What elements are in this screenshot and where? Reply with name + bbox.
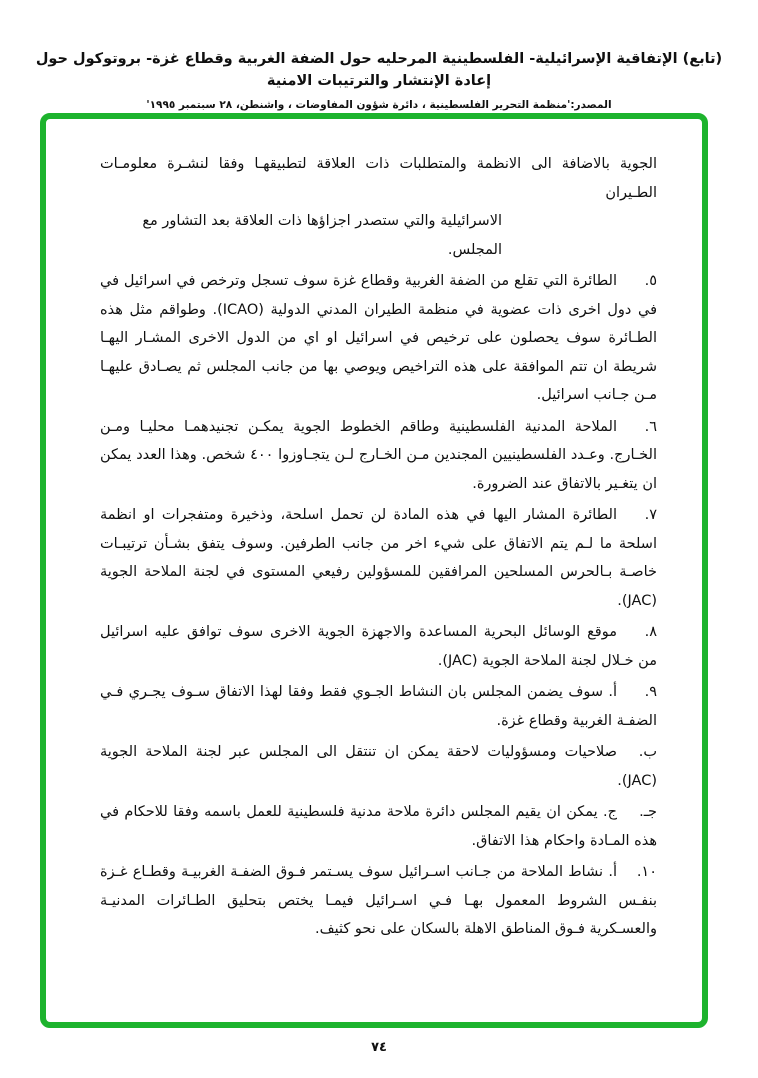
list-item-9a-text: أ. سوف يضمن المجلس بان النشاط الجـوي فقط وفقا لهذا الاتفاق سـوف يجـري فـي الضفـة الغربية وقطاع غزة. — [100, 684, 657, 729]
list-item-7 — [100, 501, 657, 615]
document-body — [100, 150, 657, 944]
list-item-7-marker: ٧. — [644, 507, 657, 523]
intro-line-1: الجوية بالاضافة الى الانظمة والمتطلبات ذات العلاقة لتطبيقهـا وفقا لنشـرة معلومـات الطـيران — [100, 156, 657, 201]
intro-line-2: الاسرائيلية والتي ستصدر اجزاؤها ذات العلاقة بعد التشاور مع المجلس. — [142, 213, 502, 258]
list-item-10-text: أ. نشاط الملاحة من جـانب اسـرائيل سوف يسـتمر فـوق الضفـة الغربيـة وقطـاع غـزة بنفـس الشروط المعمول بهـا فـي اسـرائيل فيمـا يختص بتحليق الطـائرات المدنيـة والعسـكرية فـوق المناطق الاهلة بالسكان على نحو كثيف. — [100, 864, 657, 937]
list-item-9b — [100, 738, 657, 795]
list-item-9c-text: ج. يمكن ان يقيم المجلس دائرة ملاحة مدنية فلسطينية للعمل باسمه وفقا للاحكام في هذه المـادة واحكام هذا الاتفاق. — [100, 804, 657, 849]
document-source: المصدر:'منظمة التحرير الفلسطينية ، دائرة شؤون المفاوضات ، واشنطن، ٢٨ سبتمبر ١٩٩٥' — [146, 99, 612, 111]
page-header — [30, 48, 728, 111]
list-item-9b-marker: ب. — [638, 744, 657, 760]
list-item-9a — [100, 678, 657, 735]
list-item-9c — [100, 798, 657, 855]
list-item-6 — [100, 413, 657, 499]
list-item-8-marker: ٨. — [644, 624, 657, 640]
list-item-5 — [100, 267, 657, 410]
list-item-9a-marker: ٩. — [644, 684, 657, 700]
list-item-8-text: موقع الوسائل البحرية المساعدة والاجهزة الجوية الاخرى سوف توافق عليه اسرائيل من خـلال لجنة الملاحة الجوية (JAC). — [100, 624, 657, 669]
list-item-10-marker: ١٠. — [636, 864, 657, 880]
list-item-8 — [100, 618, 657, 675]
list-item-9b-text: صلاحيات ومسؤوليات لاحقة يمكن ان تنتقل الى المجلس عبر لجنة الملاحة الجوية (JAC). — [100, 744, 657, 789]
list-item-6-marker: ٦. — [644, 418, 657, 435]
document-title: (تابع) الإتفاقية الإسرائيلية- الفلسطينية المرحليه حول الضفة الغربية وقطاع غزة- بروتوكول حول إعادة الإنتشار والترتيبات الامنية — [35, 51, 723, 89]
list-item-5-marker: ٥. — [644, 273, 657, 289]
list-item-9c-marker: جـ. — [639, 804, 657, 820]
intro-paragraph — [100, 150, 657, 264]
list-item-7-text: الطائرة المشار اليها في هذه المادة لن تحمل اسلحة، وذخيرة ومتفجرات او انظمة اسلحة ما لـم يتم الاتفاق على شيء اخر من جانب الطرفين. وسوف يتفق بشـأن ترتيبـات خاصـة بـالحرس المسلحين المرافقين للمسؤولين رفيعي المستوى في لجنة الملاحة الجوية (JAC). — [100, 507, 657, 609]
list-item-5-text: الطائرة التي تقلع من الضفة الغربية وقطاع غزة سوف تسجل وترخص في اسرائيل في في دول اخرى ذات عضوية في منظمة الطيران المدني الدولية (ICAO). وطواقم مثل هذه الطـائرة سوف يحصلون على ترخيص في اسرائيل او اي من الدول الاخرى المشـار اليهـا شريطة ان تتم الموافقة على هذه التراخيص ويوصي بها من جانب المجلس ثم يصـادق عليهـا مـن جـانب اسرائيل. — [100, 273, 658, 403]
page-number: ٧٤ — [371, 1040, 387, 1055]
list-item-10 — [100, 858, 657, 944]
list-item-6-text: الملاحة المدنية الفلسطينية وطاقم الخطوط الجوية يمكـن تجنيدهمـا محليـا ومـن الخـارج. وعـدد الفلسطينيين المجندين مـن الخـارج لـن يتجـاوزوا ٤٠٠ شخص. وهذا العدد يمكن ان يتغـير بالاتفاق عند الضرورة. — [100, 418, 657, 492]
